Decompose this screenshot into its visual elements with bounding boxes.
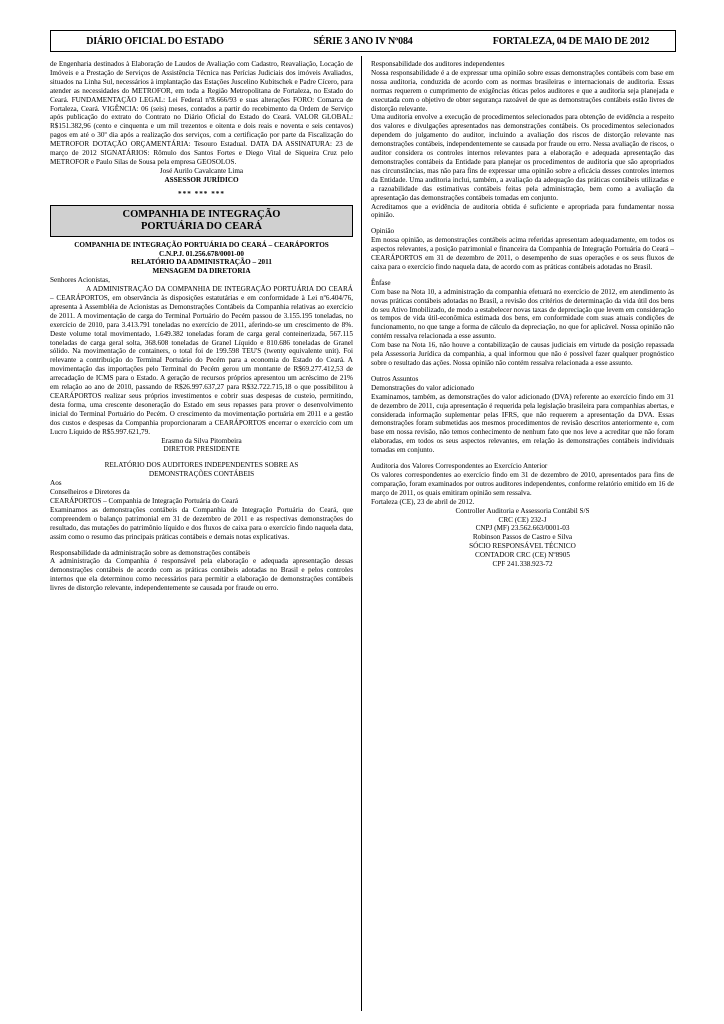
management-report-text: A ADMINISTRAÇÃO DA COMPANHIA DE INTEGRAÇÃO PORTUÁRIA DO CEARÁ – CEARÁPORTOS, em observância às disposições estatutárias e em conformidade à Lei nº6.404/76, apresenta à Assembléia de Acionistas as Demonstrações Contábeis da Companhia relativas ao exercício de 2011. A movimentação de carga do Terminal Portuário do Pecém passou de 3.155.195 toneladas, no exercício de 2010, para 3.413.791 toneladas no exercício de 2011, aferindo-se um crescimento de 8%. Deste volume total movimentado, 1.649.382 toneladas foram de carga geral conteinerizada, 567.115 toneladas de carga geral solta, 368.608 toneladas de Granel Líquido e 810.686 toneladas de Granel sólido. Na movimentação de containers, o total foi de 199.598 TEU'S (twenty equivalente unit). Foi relevante a contribuição do Terminal Portuário do Pecém para a economia do Estado do Ceará. A movimentação das importações pelo Terminal do Pecém gerou um montante de R$69.277.412,53 de arrecadação de ICMS para o Estado. A geração de recursos próprios apresentou um acréscimo de 21% em relação ao ano de 2010, passando de R$26.997.637,27 para R$32.722.715,18 o que possibilitou à CEARÁPORTOS realizar seus próprios investimentos e cobrir suas despesas de custeio, permitindo, desta forma, uma crescente desoneração do Estado em seus repasses para prover o desenvolvimento inicial do Terminal Portuário do Pecém. O crescimento da movimentação portuária em 2011 e a gestão dos custos e despesas da Companhia proporcionaram a CEARÁPORTOS encerrar o exercício com um Lucro Líquido de R$5.997.621,79. [50,285,353,436]
salutation: Senhores Acionistas, [50,276,110,285]
column-divider [361,56,362,1011]
other-matters-title: Outros Assuntos [371,374,419,383]
section-heading-box [50,205,353,237]
management-responsibility-text: A administração da Companhia é responsável pela elaboração e adequada apresentação dessas demonstrações contábeis de acordo com as práticas contábeis adotadas no Brasil e pelos controles internos que ela determinou como necessários para permitir a elaboração de demonstrações contábeis livres de distorção relevante, independentemente se causada por fraude ou erro. [50,557,353,593]
audit-evidence-text: Acreditamos que a evidência de auditoria obtida é suficiente e apropriada para fundamentar nossa opinião. [371,202,674,220]
prior-year-title: Auditoria dos Valores Correspondentes ao Exercício Anterior [371,462,548,471]
partner-crc: CONTADOR CRC (CE) Nº8905 [475,551,570,560]
auditor-report-title-line1: RELATÓRIO DOS AUDITORES INDEPENDENTES SOBRE AS [104,461,299,470]
firm-crc: CRC (CE) 232-J [498,515,547,524]
auditor-report-title-line2: DEMONSTRAÇÕES CONTÁBEIS [148,470,255,479]
emphasis-text-note16: Com base na Nota 16, não houve a contabilização de causas judiciais em virtude da posição repassada pela Assessoria Jurídica da companhia, a qual informou que não é possível fazer qualquer prognóstico sobre o resultado das ações. Nossa opinião não contém ressalva relacionada a esse assunto. [371,341,674,367]
addressee-company: CEARÁPORTOS – Companhia de Integração Portuária do Ceará [50,496,239,505]
left-column [50,60,353,593]
president-role: DIRETOR PRESIDENTE [163,445,240,454]
dva-title: Demonstrações do valor adicionado [371,383,475,392]
board-message-title: MENSAGEM DA DIRETORIA [152,267,251,276]
section-separator: *** *** *** [178,189,225,198]
management-responsibility-title: Responsabilidade da administração sobre as demonstrações contábeis [50,548,250,557]
header-series: SÉRIE 3 ANO IV Nº084 [313,35,413,47]
audit-procedures-text: Uma auditoria envolve a execução de procedimentos selecionados para obtenção de evidência a respeito dos valores e divulgações apresentados nas demonstrações contábeis. Os procedimentos selecionados dependem do julgamento do auditor, incluindo a avaliação dos riscos de distorção relevante nas demonstrações contábeis, independentemente se causada por fraude ou erro. Nessa avaliação de riscos, o auditor considera os controles internos relevantes para a elaboração e adequada apresentação das demonstrações contábeis da Entidade para planejar os procedimentos de auditoria que são apropriados nas circunstâncias, mas não para fins de expressar uma opinião sobre a eficácia desses controles internos da Entidade. Uma auditoria inclui, também, a avaliação da adequação das práticas contábeis utilizadas e a razoabilidade das estimativas contábeis feitas pela administração, bem como a avaliação da apresentação das demonstrações contábeis tomadas em conjunto. [371,113,674,202]
section-heading-line2: PORTUÁRIA DO CEARÁ [141,220,262,232]
opinion-title: Opinião [371,227,395,236]
audit-scope-text: Examinamos as demonstrações contábeis da Companhia de Integração Portuária do Ceará, que compreendem o balanço patrimonial em 31 de dezembro de 2011 e as respectivas demonstrações do resultado, das mutações do patrimônio líquido e dos fluxos de caixa para o exercício findo naquela data, assim como o resumo das principais práticas contábeis e demais notas explicativas. [50,505,353,541]
report-date: Fortaleza (CE), 23 de abril de 2012. [371,497,475,506]
page-header [50,30,676,52]
signatory-role: ASSESSOR JURÍDICO [164,175,239,184]
partner-role: SÓCIO RESPONSÁVEL TÉCNICO [469,542,576,551]
signatory-name: José Aurilo Cavalcante Lima [159,166,244,175]
auditor-responsibility-title: Responsabilidade dos auditores independentes [371,60,505,68]
dva-text: Examinamos, também, as demonstrações do valor adicionado (DVA) referente ao exercício findo em 31 de dezembro de 2011, cuja apresentação é requerida pela legislação brasileira para companhias abertas, e considerada informação suplementar pelas IFRS, que não requerem a apresentação da DVA. Essas demonstrações foram submetidas aos mesmos procedimentos de revisão descritos anteriormente e, com base em nossa revisão, não temos conhecimento de nenhum fato que nos leve a acreditar que não foram elaboradas, em todos os seus aspectos relevantes, em relação às demonstrações contábeis individuais tomadas em conjunto. [371,392,674,455]
company-cnpj: C.N.P.J. 01.256.678/0001-00 [159,249,244,258]
emphasis-title: Ênfase [371,278,391,287]
section-heading-line1: COMPANHIA DE INTEGRAÇÃO [122,208,281,220]
opinion-text: Em nossa opinião, as demonstrações contábeis acima referidas apresentam adequadamente, em todos os aspectos relevantes, a posição patrimonial e financeira da Companhia de Integração Portuária do Ceará – CEARÁPORTOS em 31 de dezembro de 2011, o desempenho de suas operações e os seus fluxos de caixa para o exercício findo naquela data, de acordo com as práticas contábeis adotadas no Brasil. [371,236,674,271]
addressee-aos: Aos [50,479,62,488]
president-name: Erasmo da Silva Pitombeira [161,436,242,445]
prior-year-text: Os valores correspondentes ao exercício findo em 31 de dezembro de 2010, apresentados para fins de comparação, foram examinados por outros auditores independentes, conforme relatório emitido em 16 de março de 2011, os quais emitiram opinião sem ressalva. [371,470,674,497]
report-title: RELATÓRIO DA ADMINISTRAÇÃO – 2011 [131,258,272,267]
right-column [371,60,674,569]
firm-name: Controller Auditoria e Assessoria Contábil S/S [455,506,590,515]
header-date: FORTALEZA, 04 DE MAIO DE 2012 [492,35,650,47]
emphasis-text-note10: Com base na Nota 10, a administração da companhia efetuará no exercício de 2012, em atendimento às novas práticas contábeis adotadas no Brasil, a revisão dos critérios de determinação da vida útil dos bens do seu Ativo Imobilizado, de modo a estabelecer novas taxas de depreciação que levem em consideração os tempos de vida útil-econômica estimada dos bens, em conformidade com suas atuais condições de funcionamento, no que tange a forma de cálculo da depreciação, no que for aplicável. Nossa opinião não contém ressalva relacionada a esse assunto. [371,287,674,341]
header-journal-name: DIÁRIO OFICIAL DO ESTADO [86,35,224,47]
contract-extract-text: de Engenharia destinados à Elaboração de Laudos de Avaliação com Cadastro, Reavaliação, Locação de Imóveis e a Prestação de Serviços de Assistência Técnica nas Perícias Judiciais dos imóveis Avaliados, situados na Linha Sul, necessários à implantação das Estações Juscelino Kubitschek e Padre Cícero, para atender as necessidades do METROFOR, em toda a Região Metropolitana de Fortaleza, no Estado do Ceará. FUNDAMENTAÇÃO LEGAL: Lei Federal nº8.666/93 e suas alterações FORO: Comarca de Fortaleza, Ceará. VIGÊNCIA: 06 (seis) meses, contados a partir do recebimento da Ordem de Serviço após publicação do extrato do Contrato no Diário Oficial do Estado do Ceará. VALOR GLOBAL: R$151.382,96 (cento e cinquenta e um mil trezentos e oitenta e dois reais e noventa e seis centavos) pagos em até o 30º dia após a realização dos serviços, com a certificação por parte da Fiscalização do METROFOR DOTAÇÃO ORÇAMENTÁRIA: Tesouro Estadual. DATA DA ASSINATURA: 23 de março de 2012 SIGNATÁRIOS: Rômulo dos Santos Fortes e Diego Vital de Siqueira Cruz pelo METROFOR e Paulo Silas de Sousa pela empresa GEOSOLOS. [50,60,353,166]
firm-cnpj: CNPJ (MF) 23.562.663/0001-03 [475,524,570,533]
partner-name: Robinson Passos de Castro e Silva [472,533,573,542]
partner-cpf: CPF 241.338.923-72 [492,560,553,569]
company-title: COMPANHIA DE INTEGRAÇÃO PORTUÁRIA DO CEARÁ – CEARÁPORTOS [74,240,329,249]
auditor-responsibility-text: Nossa responsabilidade é a de expressar uma opinião sobre essas demonstrações contábeis com base em nossa auditoria, conduzida de acordo com as normas brasileiras e internacionais de auditoria. Essas normas requerem o cumprimento de exigências éticas pelos auditores e que a auditoria seja planejada e executada com o objetivo de obter segurança razoável de que as demonstrações contábeis estão livres de distorção relevante. [371,68,674,113]
addressee-board: Conselheiros e Diretores da [50,488,130,497]
